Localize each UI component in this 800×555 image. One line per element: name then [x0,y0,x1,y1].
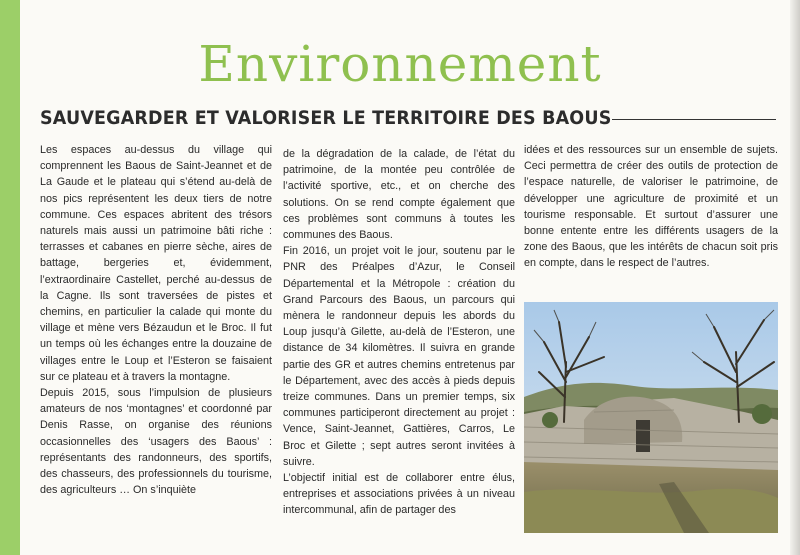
paragraph: de la dégradation de la calade, de l’état du patrimoine, de la montée peu contrôlée de l’activité sportive, etc., et on cherche des solutions. On se rend compte également que ces problèmes sont communs à toutes les communes des Baous. [283,148,515,242]
text-column-3 [524,142,778,272]
paragraph: Depuis 2015, sous l’impulsion de plusieurs amateurs de nos ‘montagnes’ et coordonné par Denis Rasse, on organise des réunions occasionnelles des ‘usagers des Baous’ : représentants des randonneurs, des sportifs, des chasseurs, des professionnels du tourisme, des agriculteurs … On s’inquiète [40,387,272,497]
subtitle-rule [612,119,776,120]
paragraph: L’objectif initial est de collaborer entre élus, entreprises et associations privées à un niveau intercommunal, afin de partager des [283,472,515,517]
paragraph: idées et des ressources sur un ensemble de sujets. Ceci permettra de créer des outils de protection de l’espace naturelle, de valoriser le patrimoine, de développer une agriculture de proximité et un tourisme responsable. Et surtout d’assurer une bonne entente entre les différents usagers de la zone des Baous, que les intérêts de chacun soit pris en compte, dans le respect de l’autres. [524,144,778,270]
text-column-2 [283,146,515,519]
page-title: Environnement [198,35,602,93]
article-subtitle: SAUVEGARDER ET VALORISER LE TERRITOIRE DES BAOUS [40,107,612,129]
stone-hut-photo [524,302,778,533]
paragraph: Les espaces au-dessus du village qui comprennent les Baous de Saint-Jeannet et de La Gaude et le plateau qui s’étend au-delà de nos pics représentent les deux tiers de notre commune. Ces espaces abritent des trésors naturels mais aussi un patrimoine bâti riche : terrasses et cabanes en pierre sèche, aires de battage, bergeries et, évidemment, l’extraordinaire Castellet, perché au-dessus de la Cagne. Ils sont traversées de pistes et chemins, en particulier la calade qui monte du village et mène vers Bézaudun et le Broc. Il fut un temps où les échanges entre la douzaine de villages entre le Loup et l’Esteron se faisaient sur ce plateau et à travers la montagne. [40,144,272,383]
paragraph: Fin 2016, un projet voit le jour, soutenu par le PNR des Préalpes d’Azur, le Conseil Départemental et la Métropole : création du Grand Parcours des Baous, un parcours qui mènera le randonneur depuis les abords du Loup jusqu’à Gilette, au-delà de l’Esteron, une distance de 34 kilomètres. Il suivra en grande partie des GR et autres chemins entretenus par le Département, avec des accès à pieds depuis treize communes. Dans un premier temps, six communes participeront directement au projet : Vence, Saint-Jeannet, Gattières, Carros, Le Broc et Gilette ; sept autres seront invitées à suivre. [283,245,515,468]
text-column-1 [40,142,272,498]
landscape-illustration [524,302,778,533]
